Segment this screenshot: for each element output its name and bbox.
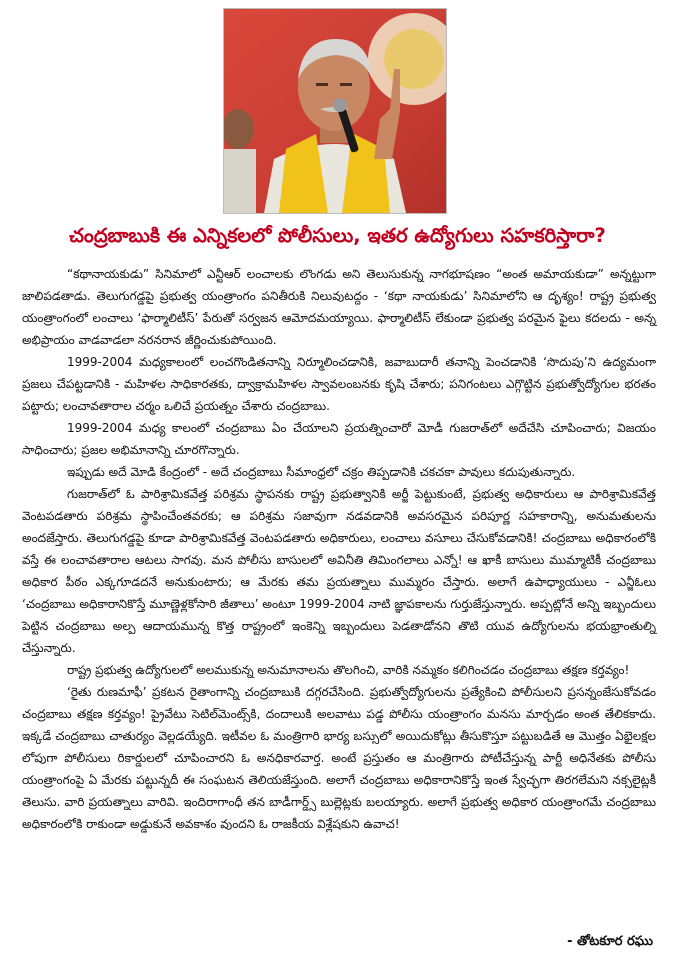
article-photo (223, 8, 447, 214)
paragraph: 1999-2004 మధ్య కాలంలో చంద్రబాబు ఏం చేయాలని ప్రయత్నించారో మోడీ గుజరాత్‌లో అదేచేసి చూపించారు; విజయం సాధించారు; ప్రజల అభిమానాన్ని చూరగొన్నారు. (22, 421, 656, 457)
author-signature: - తోటకూర రఘు (567, 934, 653, 949)
paragraph: 1999-2004 మధ్యకాలంలో లంచగొండితనాన్ని నిర్మూలించడానికి, జవాబుదారీ తనాన్ని పెంచడానికి ‘సొదుపు’ని ఉద్యమంగా ప్రజలు చేపట్టడానికి - మహిళల సాధికారతకు, ద్వాక్రామహిళల స్వావలంబనకు కృషి చేశారు; పనిగంటలు ఎగ్గొట్టిన ప్రభుత్వోద్యోగుల భరతం పట్టారు; లంచావతారాల చర్మం ఒలిచే ప్రయత్నం చేశారు చంద్రబాబు. (22, 355, 656, 413)
paragraph: “కథానాయకుడు” సినిమాలో ఎన్టీఆర్ లంచాలకు లొంగడు అని తెలుసుకున్న నాగభూషణం “అంత అమాయకుడా” అన్నట్టుగా జాలిపడతాడు. తెలుగుగడ్డపై ప్రభుత్వ యంత్రాంగం పనితీరుకి నిలువుటద్దం - ‘కథా నాయకుడు’ సినిమాలోని ఆ దృశ్యం! రాష్ట్ర ప్రభుత్వ యంత్రాంగంలో లంచాలు ‘ఫార్మాలిటీస్’ పేరుతో సర్వజన ఆమోదమయ్యాయి. ఫార్మాలిటీస్ లేకుండా ప్రభుత్వ పరమైన ఫైలు కదలదు - అన్న అభిప్రాయం వాడవాడలా నరనరాన జీర్ణించుకుపోయింది. (22, 267, 656, 347)
paragraph: రాష్ట్ర ప్రభుత్వ ఉద్యోగులలో అలముకున్న అనుమానాలను తొలగించి, వారికి నమ్మకం కలిగించడం చంద్రబాబు తక్షణ కర్తవ్యం! (67, 663, 630, 677)
article-headline: చంద్రబాబుకి ఈ ఎన్నికలలో పోలీసులు, ఇతర ఉద్యోగులు సహకరిస్తారా? (69, 224, 606, 247)
paragraph: గుజరాత్‌లో ఓ పారిశ్రామికవేత్త పరిశ్రమ స్థాపనకు రాష్ట్ర ప్రభుత్వానికి అర్జీ పెట్టుకుంటే, ప్రభుత్వ అధికారులు ఆ పారిశ్రామికవేత్త వెంటపడతారు పరిశ్రమ స్థాపించేంతవరకు; ఆ పరిశ్రమ సజావుగా నడవడానికి అవసరమైన పరిపూర్ణ సహకారాన్ని, అనుమతులను అందజేస్తారు. తెలుగుగడ్డపై కూడా పారిశ్రామికవేత్త వెంటపడతారు అధికారులు, లంచాలు వసూలు చేసుకోవడానికి! చంద్రబాబు అధికారంలోకి వస్తే ఈ లంచావతారాల ఆటలు సాగవు. మన పోలీసు బాసులలో అవినీతి తిమింగలాలు ఎన్నో! ఆ ఖాకీ బాసులు ముమ్మాటికీ చంద్రబాబు అధికార పీఠం ఎక్కగూడదనే అనుకుంటారు; ఆ మేరకు తమ ప్రయత్నాలు ముమ్మరం చేస్తారు. అలాగే ఉపాధ్యాయులు - ఎన్జీఓలు ‘చంద్రబాబు అధికారానికొస్తే మూణ్ణెళ్లకోసారి జీతాలు’ అంటూ 1999-2004 నాటి జ్ఞాపకాలను గుర్తుజేస్తున్నారు. అప్పట్లోనే అన్ని ఇబ్బందులు పెట్టిన చంద్రబాబు అల్ప ఆదాయమున్న కొత్త రాష్ట్రంలో ఇంకెన్ని ఇబ్బందులు పెడతాడోనని తొటి యువ ఉద్యోగులను భయభ్రాంతుల్ని చేస్తున్నారు. (22, 487, 656, 655)
paragraph: ‘రైతు రుణమాఫీ’ ప్రకటన రైతాంగాన్ని చంద్రబాబుకి దగ్గరచేసింది. ప్రభుత్వోద్యోగులను ప్రత్యేకించి పోలీసులని ప్రసన్నంజేసుకోవడం చంద్రబాబు తక్షణ కర్తవ్యం! ప్రైవేటు సెటిల్‌మెంట్స్‌కి, దందాలుకి అలవాటు పడ్డ పోలీసు యంత్రాంగం మనసు మార్చడం అంత తేలికకాదు. ఇక్కడే చంద్రబాబు చాతుర్యం వెల్లడయ్యేది. ఇటీవల ఓ మంత్రిగారి భార్య బస్సులో అయిదుకోట్లు తీసుకొస్తూ పట్టుబడితే ఆ మొత్తం ఏభైలక్షల లోపుగా పోలీసులు రికార్డులలో చూపించారని ఓ అనధికారవార్త. అంటే ప్రస్తుతం ఆ మంత్రిగారు పోటీచేస్తున్న పార్టీ అధినేతకు పోలీసు యంత్రాంగంపై ఏ మేరకు పట్టున్నదీ ఈ సంఘటన తెలియజేస్తుంది. అలాగే చంద్రబాబు అధికారానికొస్తే ఇంత స్వేచ్ఛగా తిరగలేమని నక్సలైట్లకీ తెలుసు. వారి ప్రయత్నాలు వారివి. ఇందిరాగాంధీ తన బాడీగార్డ్స్ బుల్లెట్లకు బలయ్యారు. అలాగే ప్రభుత్వ అధికార యంత్రాంగమే చంద్రబాబు అధికారంలోకి రాకుండా అడ్డుకునే అవకాశం వుందని ఓ రాజకీయ విశ్లేషకుని ఉవాచ! (22, 685, 656, 831)
speaker-photo-illustration (224, 9, 446, 213)
paragraph: ఇప్పుడు అదే మోడి కేంద్రంలో - అదే చంద్రబాబు సీమాంధ్రలో చక్రం తిప్పడానికి చకచకా పావులు కదుపుతున్నారు. (67, 465, 576, 479)
article-body (22, 263, 656, 835)
